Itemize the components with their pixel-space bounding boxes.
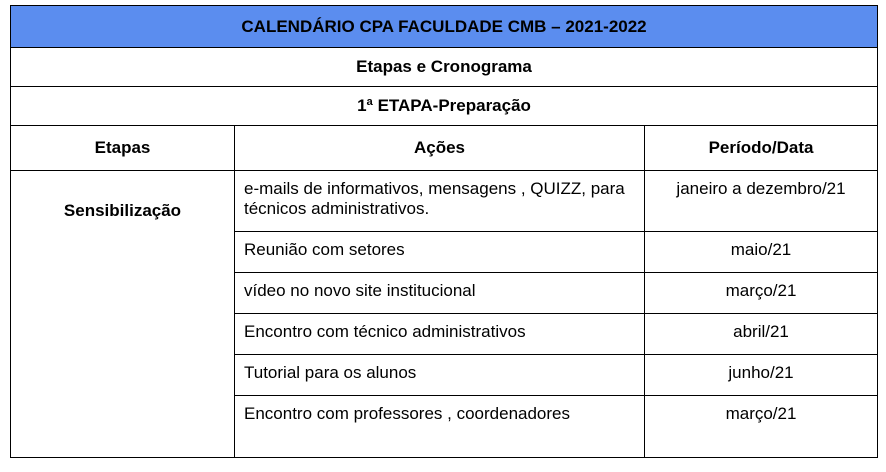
subtitle-row <box>11 48 878 87</box>
title-row <box>11 6 878 48</box>
period-cell: abril/21 <box>645 314 878 355</box>
action-cell: Encontro com técnico administrativos <box>235 314 645 355</box>
header-row <box>11 126 878 171</box>
table-title: CALENDÁRIO CPA FACULDADE CMB – 2021-2022 <box>11 6 878 48</box>
stage-label: Sensibilização <box>63 201 182 220</box>
action-cell: vídeo no novo site institucional <box>235 273 645 314</box>
period-cell: janeiro a dezembro/21 <box>645 171 878 232</box>
action-cell: Reunião com setores <box>235 232 645 273</box>
action-cell: Tutorial para os alunos <box>235 355 645 396</box>
column-header-periodo: Período/Data <box>645 126 878 171</box>
action-cell: e-mails de informativos, mensagens , QUIZZ, para técnicos administrativos. <box>235 171 645 232</box>
period-cell: maio/21 <box>645 232 878 273</box>
table-row <box>11 171 878 232</box>
table-subtitle: Etapas e Cronograma <box>11 48 878 87</box>
stage-cell <box>11 171 235 458</box>
action-cell: Encontro com professores , coordenadores <box>235 396 645 458</box>
stage-title: 1ª ETAPA-Preparação <box>11 87 878 126</box>
calendar-table <box>10 5 878 458</box>
column-header-acoes: Ações <box>235 126 645 171</box>
stage-title-row <box>11 87 878 126</box>
column-header-etapas: Etapas <box>11 126 235 171</box>
period-cell: junho/21 <box>645 355 878 396</box>
period-cell: março/21 <box>645 396 878 458</box>
period-cell: março/21 <box>645 273 878 314</box>
